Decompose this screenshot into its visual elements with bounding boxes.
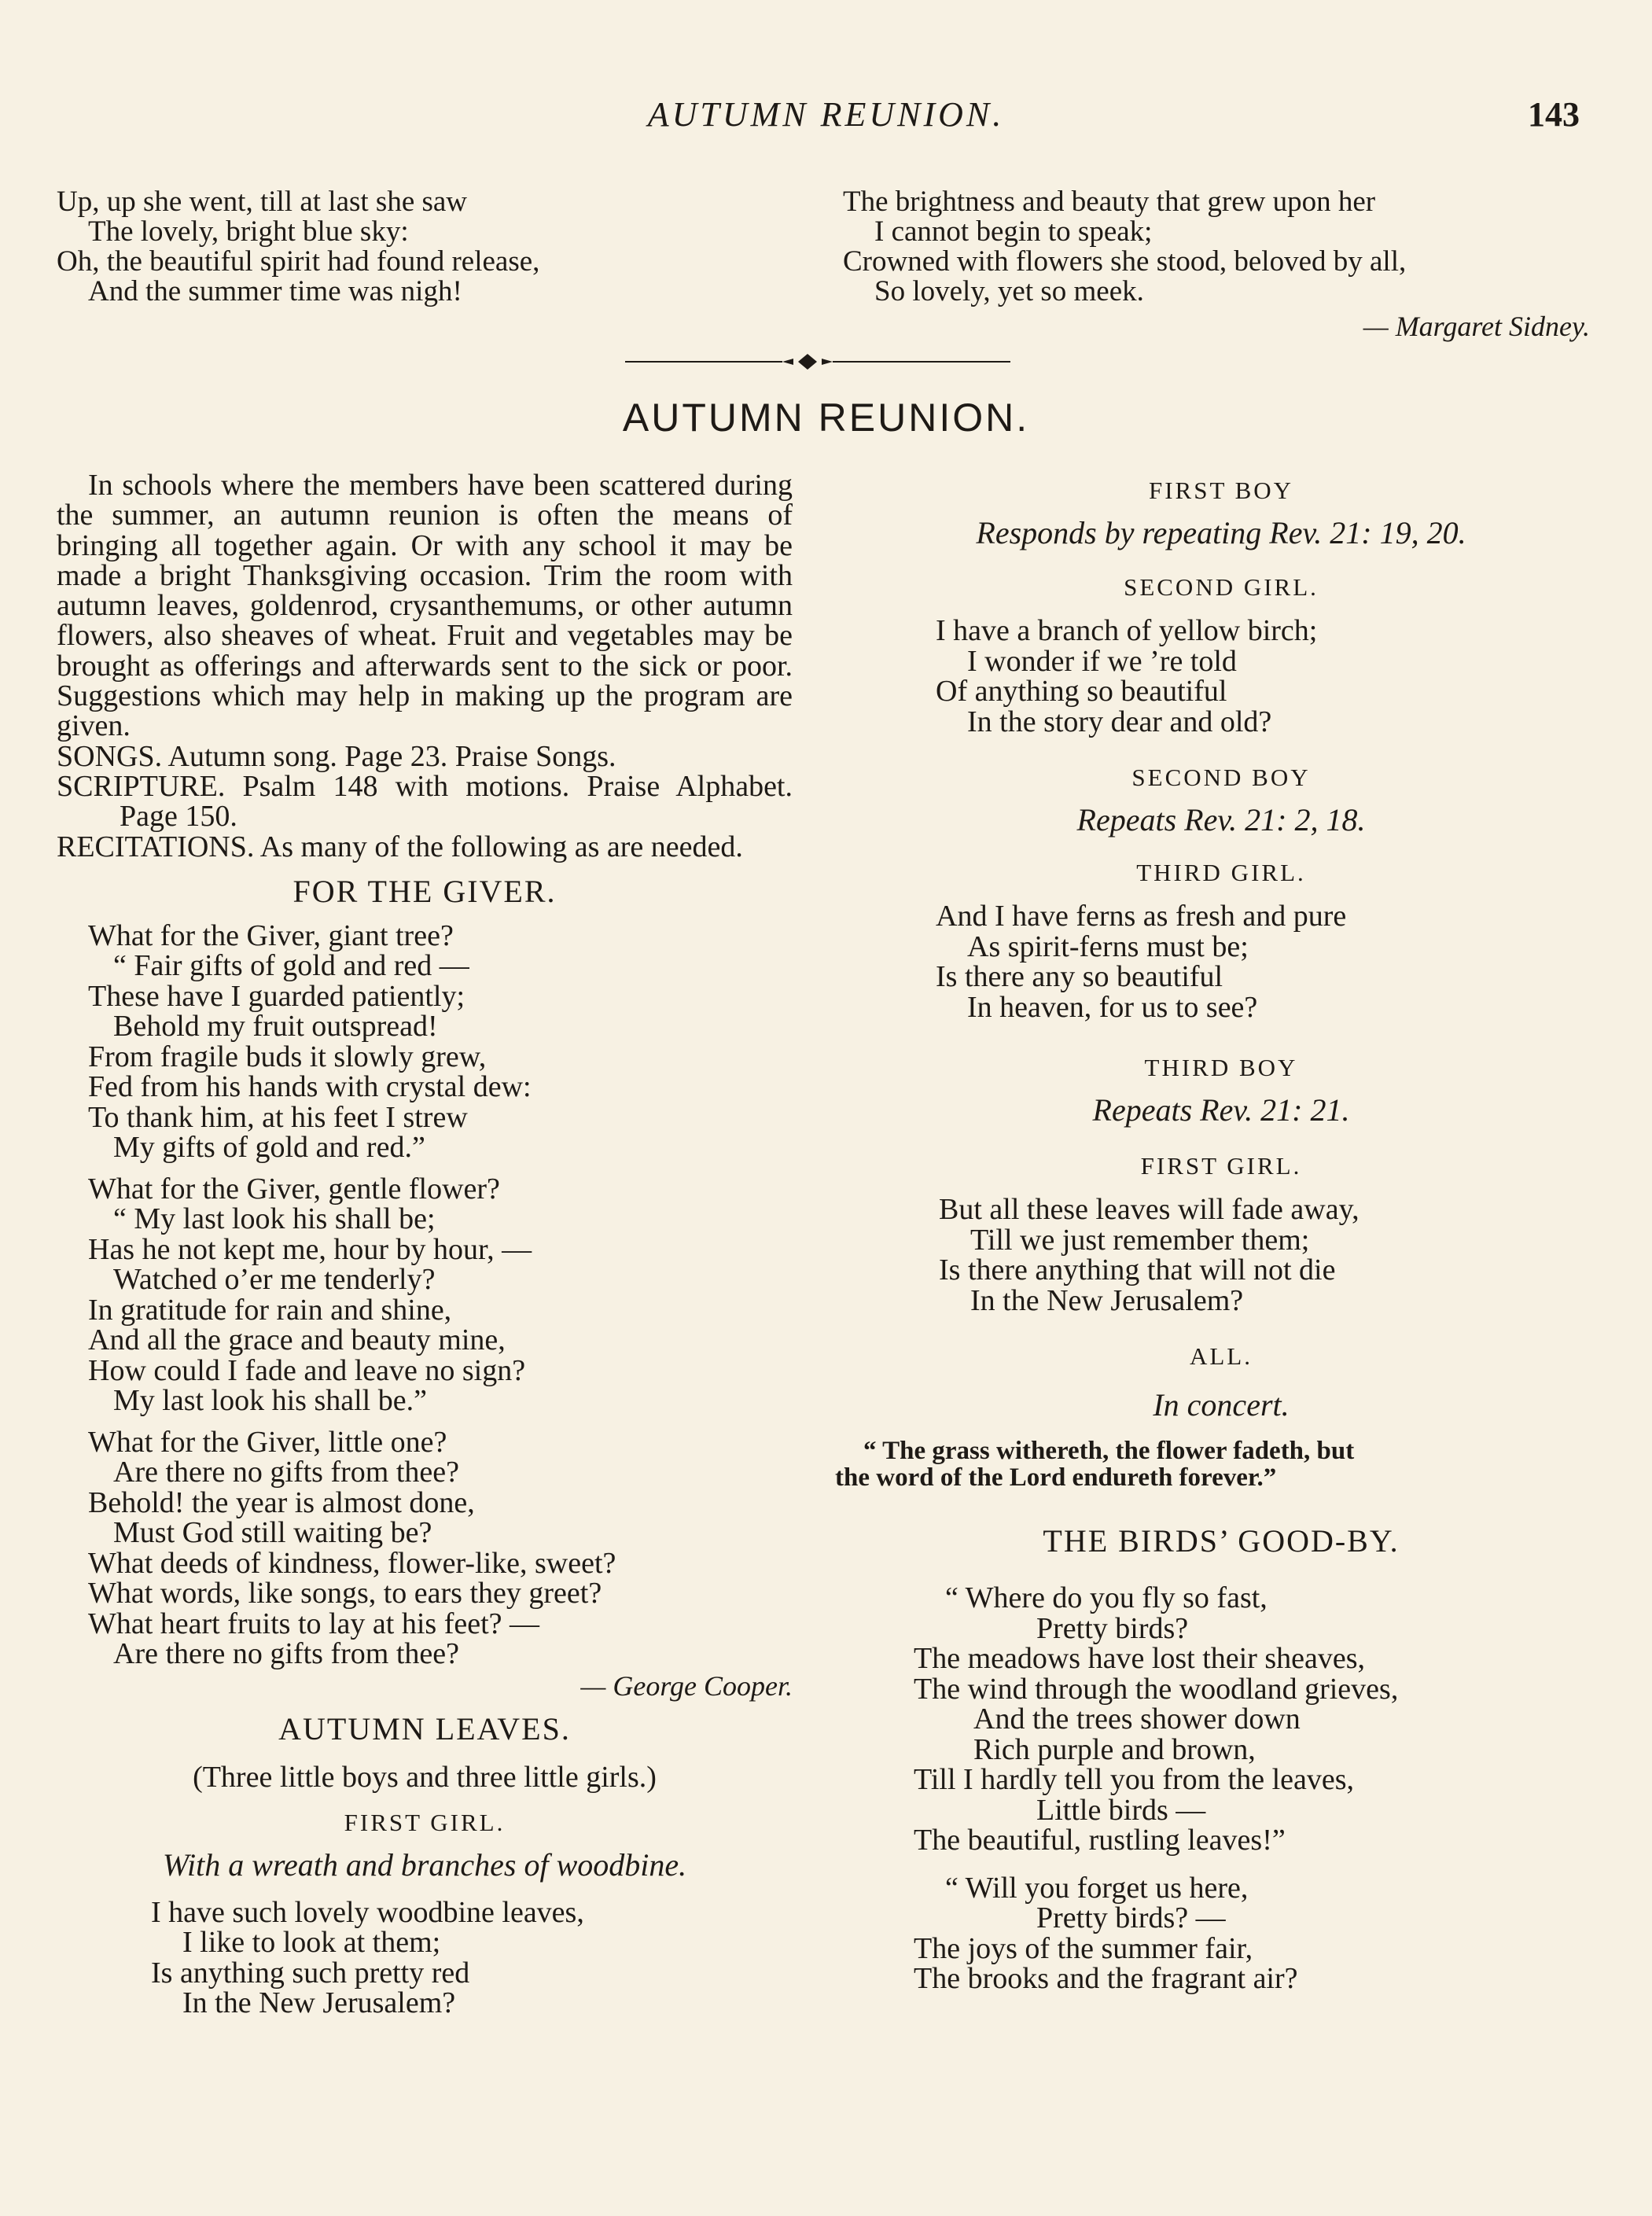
program-item-songs: SONGS. Autumn song. Page 23. Praise Songs. (57, 739, 616, 773)
poem-line: The joys of the summer fair, (914, 1931, 1253, 1965)
poem-line: Crowned with flowers she stood, beloved by all, (843, 245, 1407, 278)
page-number: 143 (1528, 95, 1580, 134)
poem-line: In the New Jerusalem? (182, 1986, 456, 2020)
left-column (57, 470, 793, 2019)
poem-line: Little birds — (1036, 1793, 1206, 1827)
program-item-scripture: SCRIPTURE. Psalm 148 with motions. Praise Alphabet. Page 150. (57, 769, 793, 834)
poem-line: But all these leaves will fade away, (939, 1193, 1359, 1226)
ornamental-divider (625, 352, 1010, 371)
poem-stanza (848, 1873, 1595, 1994)
speaker-label: THIRD BOY (1144, 1054, 1298, 1081)
poem-line: In the story dear and old? (967, 705, 1272, 738)
poem-stanza (848, 1583, 1595, 1856)
section-heading: AUTUMN REUNION. (622, 396, 1030, 440)
poem-line: And I have ferns as fresh and pure (936, 900, 1347, 933)
poem-line: From fragile buds it slowly grew, (88, 1040, 487, 1073)
poem-line: So lovely, yet so meek. (874, 275, 1144, 307)
poem-line: “ My last look his shall be; (113, 1202, 436, 1236)
poem-line: Are there no gifts from thee? (113, 1456, 459, 1489)
poem-line: What words, like songs, to ears they greet? (88, 1577, 602, 1610)
poem-line: I wonder if we ’re told (967, 644, 1237, 678)
poem-line: How could I fade and leave no sign? (88, 1353, 526, 1387)
poem-line: Is anything such pretty red (151, 1956, 470, 1990)
program-item-recitations: RECITATIONS. As many of the following as are needed. (57, 830, 743, 863)
poem-line: I like to look at them; (182, 1926, 441, 1960)
poem-stanza (848, 1195, 1595, 1316)
poem-subtitle: (Three little boys and three little girls.) (193, 1760, 657, 1794)
poem-line: What for the Giver, gentle flower? (88, 1172, 500, 1206)
poem-line: The brightness and beauty that grew upon her (843, 186, 1376, 218)
speaker-label: SECOND BOY (1131, 764, 1311, 791)
poem-line: I cannot begin to speak; (874, 215, 1153, 248)
stage-direction: With a wreath and branches of woodbine. (162, 1846, 687, 1883)
poem-line: Oh, the beautiful spirit had found release, (57, 245, 540, 278)
poem-line: I have a branch of yellow birch; (936, 614, 1318, 647)
poem-line: Is there anything that will not die (939, 1253, 1336, 1287)
poem-line: What for the Giver, giant tree? (88, 918, 454, 952)
running-title: AUTUMN REUNION. (647, 95, 1005, 134)
poem-line: In heaven, for us to see? (967, 990, 1258, 1024)
poem-line: In the New Jerusalem? (970, 1283, 1244, 1317)
poem-stanza (57, 1174, 793, 1416)
poem-line: And all the grace and beauty mine, (88, 1323, 506, 1357)
poem-line: My last look his shall be.” (113, 1384, 427, 1418)
speaker-label: FIRST GIRL. (1140, 1152, 1302, 1180)
speaker-label: THIRD GIRL. (1136, 859, 1306, 886)
poem-stanza (848, 901, 1595, 1022)
poem-line: As spirit-ferns must be; (967, 929, 1249, 963)
speaker-label: ALL. (1189, 1342, 1253, 1370)
poem-line: Are there no gifts from thee? (113, 1637, 459, 1671)
stage-direction: Responds by repeating Rev. 21: 19, 20. (976, 515, 1466, 550)
poem-stanza (57, 918, 793, 1165)
poem-line: To thank him, at his feet I strew (88, 1100, 468, 1134)
poem-line: Till we just remember them; (970, 1223, 1310, 1257)
poem-line: And the trees shower down (973, 1702, 1301, 1736)
poem-line: The meadows have lost their sheaves, (914, 1642, 1366, 1675)
quote-line: the word of the Lord endureth forever.” (835, 1463, 1277, 1492)
right-column (835, 470, 1595, 1995)
quote-line: “ The grass withereth, the flower fadeth, but (863, 1437, 1355, 1465)
concert-quote (835, 1437, 1607, 1491)
poem-line: Has he not kept me, hour by hour, — (88, 1232, 532, 1266)
poem-line: Up, up she went, till at last she saw (57, 186, 468, 218)
poem-line: Till I hardly tell you from the leaves, (914, 1763, 1355, 1796)
poem-line: “ Fair gifts of gold and red — (113, 949, 469, 983)
poem-line: The beautiful, rustling leaves!” (914, 1824, 1286, 1857)
poem-line: Of anything so beautiful (936, 675, 1227, 708)
poem-title: AUTUMN LEAVES. (278, 1710, 571, 1747)
intro-paragraph: In schools where the members have been scattered during the summer, an autumn reunion is often the means of bringing all together again. Or with any school it may be made a bright Thanksgiving occasion. Trim the room with autumn leaves, goldenrod, crysanthemums, or other autumn flowers, also sheaves of wheat. Fruit and vegetables may be brought as offerings and afterwards sent to the sick or poor. Suggestions which may help in making up the program are given. (57, 469, 793, 743)
top-poem-right (843, 187, 1590, 343)
speaker-label: FIRST GIRL. (344, 1808, 506, 1836)
poem-line: The lovely, bright blue sky: (88, 215, 409, 248)
poem-stanza (57, 1895, 793, 2020)
stage-direction: Repeats Rev. 21: 21. (1092, 1092, 1350, 1128)
poem-line: Is there any so beautiful (936, 960, 1223, 993)
poem-line: I have such lovely woodbine leaves, (151, 1895, 584, 1929)
poem-line: Behold! the year is almost done, (88, 1485, 475, 1519)
poem-line: “ Where do you fly so fast, (945, 1581, 1268, 1614)
poem-line: What heart fruits to lay at his feet? — (88, 1607, 540, 1640)
top-poem-left (57, 187, 811, 307)
poem-title: THE BIRDS’ GOOD-BY. (1043, 1523, 1400, 1559)
poem-stanza (57, 1427, 793, 1702)
poem-line: Behold my fruit outspread! (113, 1010, 438, 1044)
poem-line: Pretty birds? (1036, 1611, 1189, 1645)
stage-direction: In concert. (1153, 1387, 1290, 1423)
poem-line: My gifts of gold and red.” (113, 1131, 425, 1165)
poem-line: Rich purple and brown, (973, 1732, 1256, 1766)
poem-line: Fed from his hands with crystal dew: (88, 1070, 532, 1104)
poem-title: FOR THE GIVER. (293, 873, 557, 909)
speaker-label: SECOND GIRL. (1124, 573, 1319, 601)
speaker-label: FIRST BOY (1148, 477, 1294, 504)
poem-line: What for the Giver, little one? (88, 1425, 447, 1459)
poem-line: What deeds of kindness, flower-like, sweet? (88, 1546, 616, 1580)
poem-line: Watched o’er me tenderly? (113, 1263, 436, 1297)
poem-line: The brooks and the fragrant air? (914, 1962, 1298, 1995)
poem-line: Must God still waiting be? (113, 1516, 432, 1550)
poem-line: These have I guarded patiently; (88, 979, 465, 1013)
poem-line: And the summer time was nigh! (88, 275, 462, 307)
attribution: — Margaret Sidney. (1363, 311, 1590, 342)
stage-direction: Repeats Rev. 21: 2, 18. (1076, 802, 1366, 837)
poem-line: The wind through the woodland grieves, (914, 1672, 1399, 1706)
attribution: — George Cooper. (580, 1669, 793, 1702)
poem-line: In gratitude for rain and shine, (88, 1293, 452, 1327)
poem-line: “ Will you forget us here, (945, 1871, 1249, 1905)
poem-line: Pretty birds? — (1036, 1901, 1226, 1934)
poem-stanza (848, 616, 1595, 737)
page-header (0, 94, 1652, 142)
